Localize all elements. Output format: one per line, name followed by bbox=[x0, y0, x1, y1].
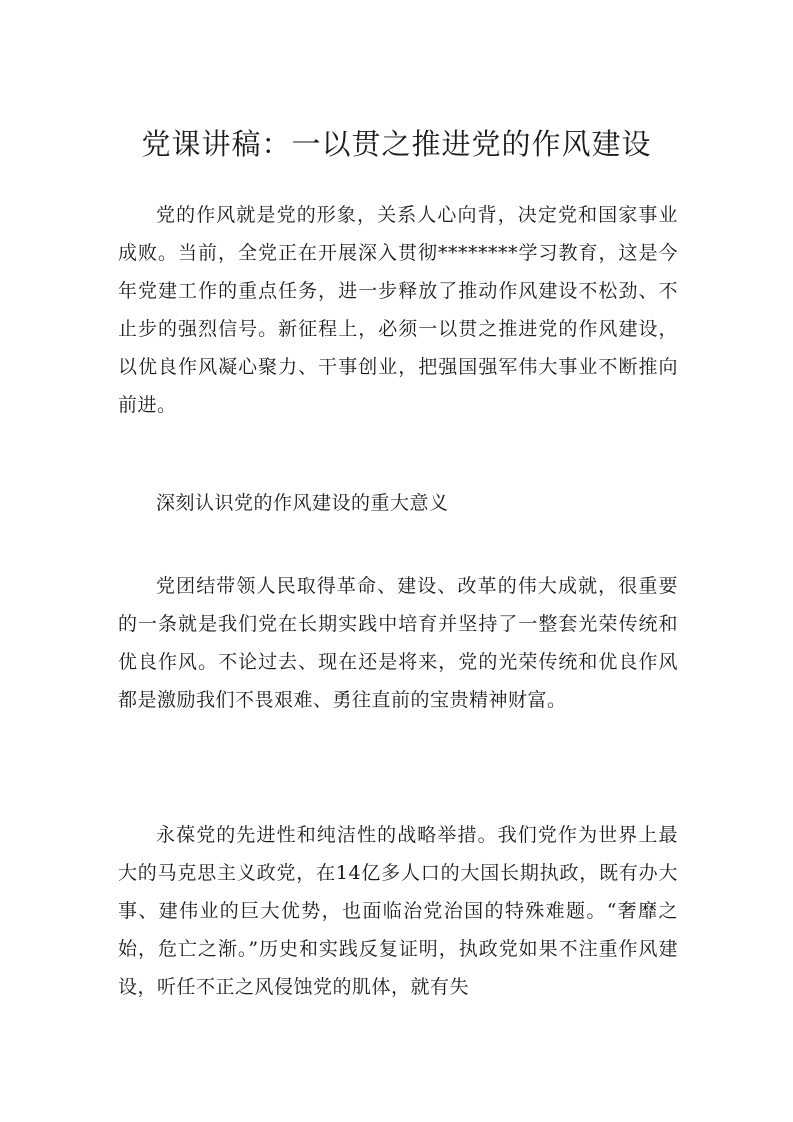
paragraph-tradition: 党团结带领人民取得革命、建设、改革的伟大成就，很重要的一条就是我们党在长期实践中培育并坚持了一整套光荣传统和优良作风。不论过去、现在还是将来，党的光荣传统和优良作风都是激励我们不畏艰难、勇往直前的宝贵精神财富。 bbox=[118, 575, 678, 711]
document-title: 党课讲稿：一以贯之推进党的作风建设 bbox=[141, 127, 652, 161]
paragraph-intro: 党的作风就是党的形象，关系人心向背，决定党和国家事业成败。当前，全党正在开展深入贯彻********学习教育，这是今年党建工作的重点任务，进一步释放了推动作风建设不松劲、不止步的强烈信号。新征程上，必须一以贯之推进党的作风建设，以优良作风凝心聚力、干事创业，把强国强军伟大事业不断推向前进。 bbox=[118, 204, 678, 416]
paragraph-strategic-measure: 永葆党的先进性和纯洁性的战略举措。我们党作为世界上最大的马克思主义政党，在14亿多人口的大国长期执政，既有办大事、建伟业的巨大优势，也面临治党治国的特殊难题。“奢靡之始，危亡之渐。”历史和实践反复证明，执政党如果不注重作风建设，听任不正之风侵蚀党的肌体，就有失 bbox=[118, 824, 678, 998]
section-heading: 深刻认识党的作风建设的重大意义 bbox=[156, 492, 449, 514]
